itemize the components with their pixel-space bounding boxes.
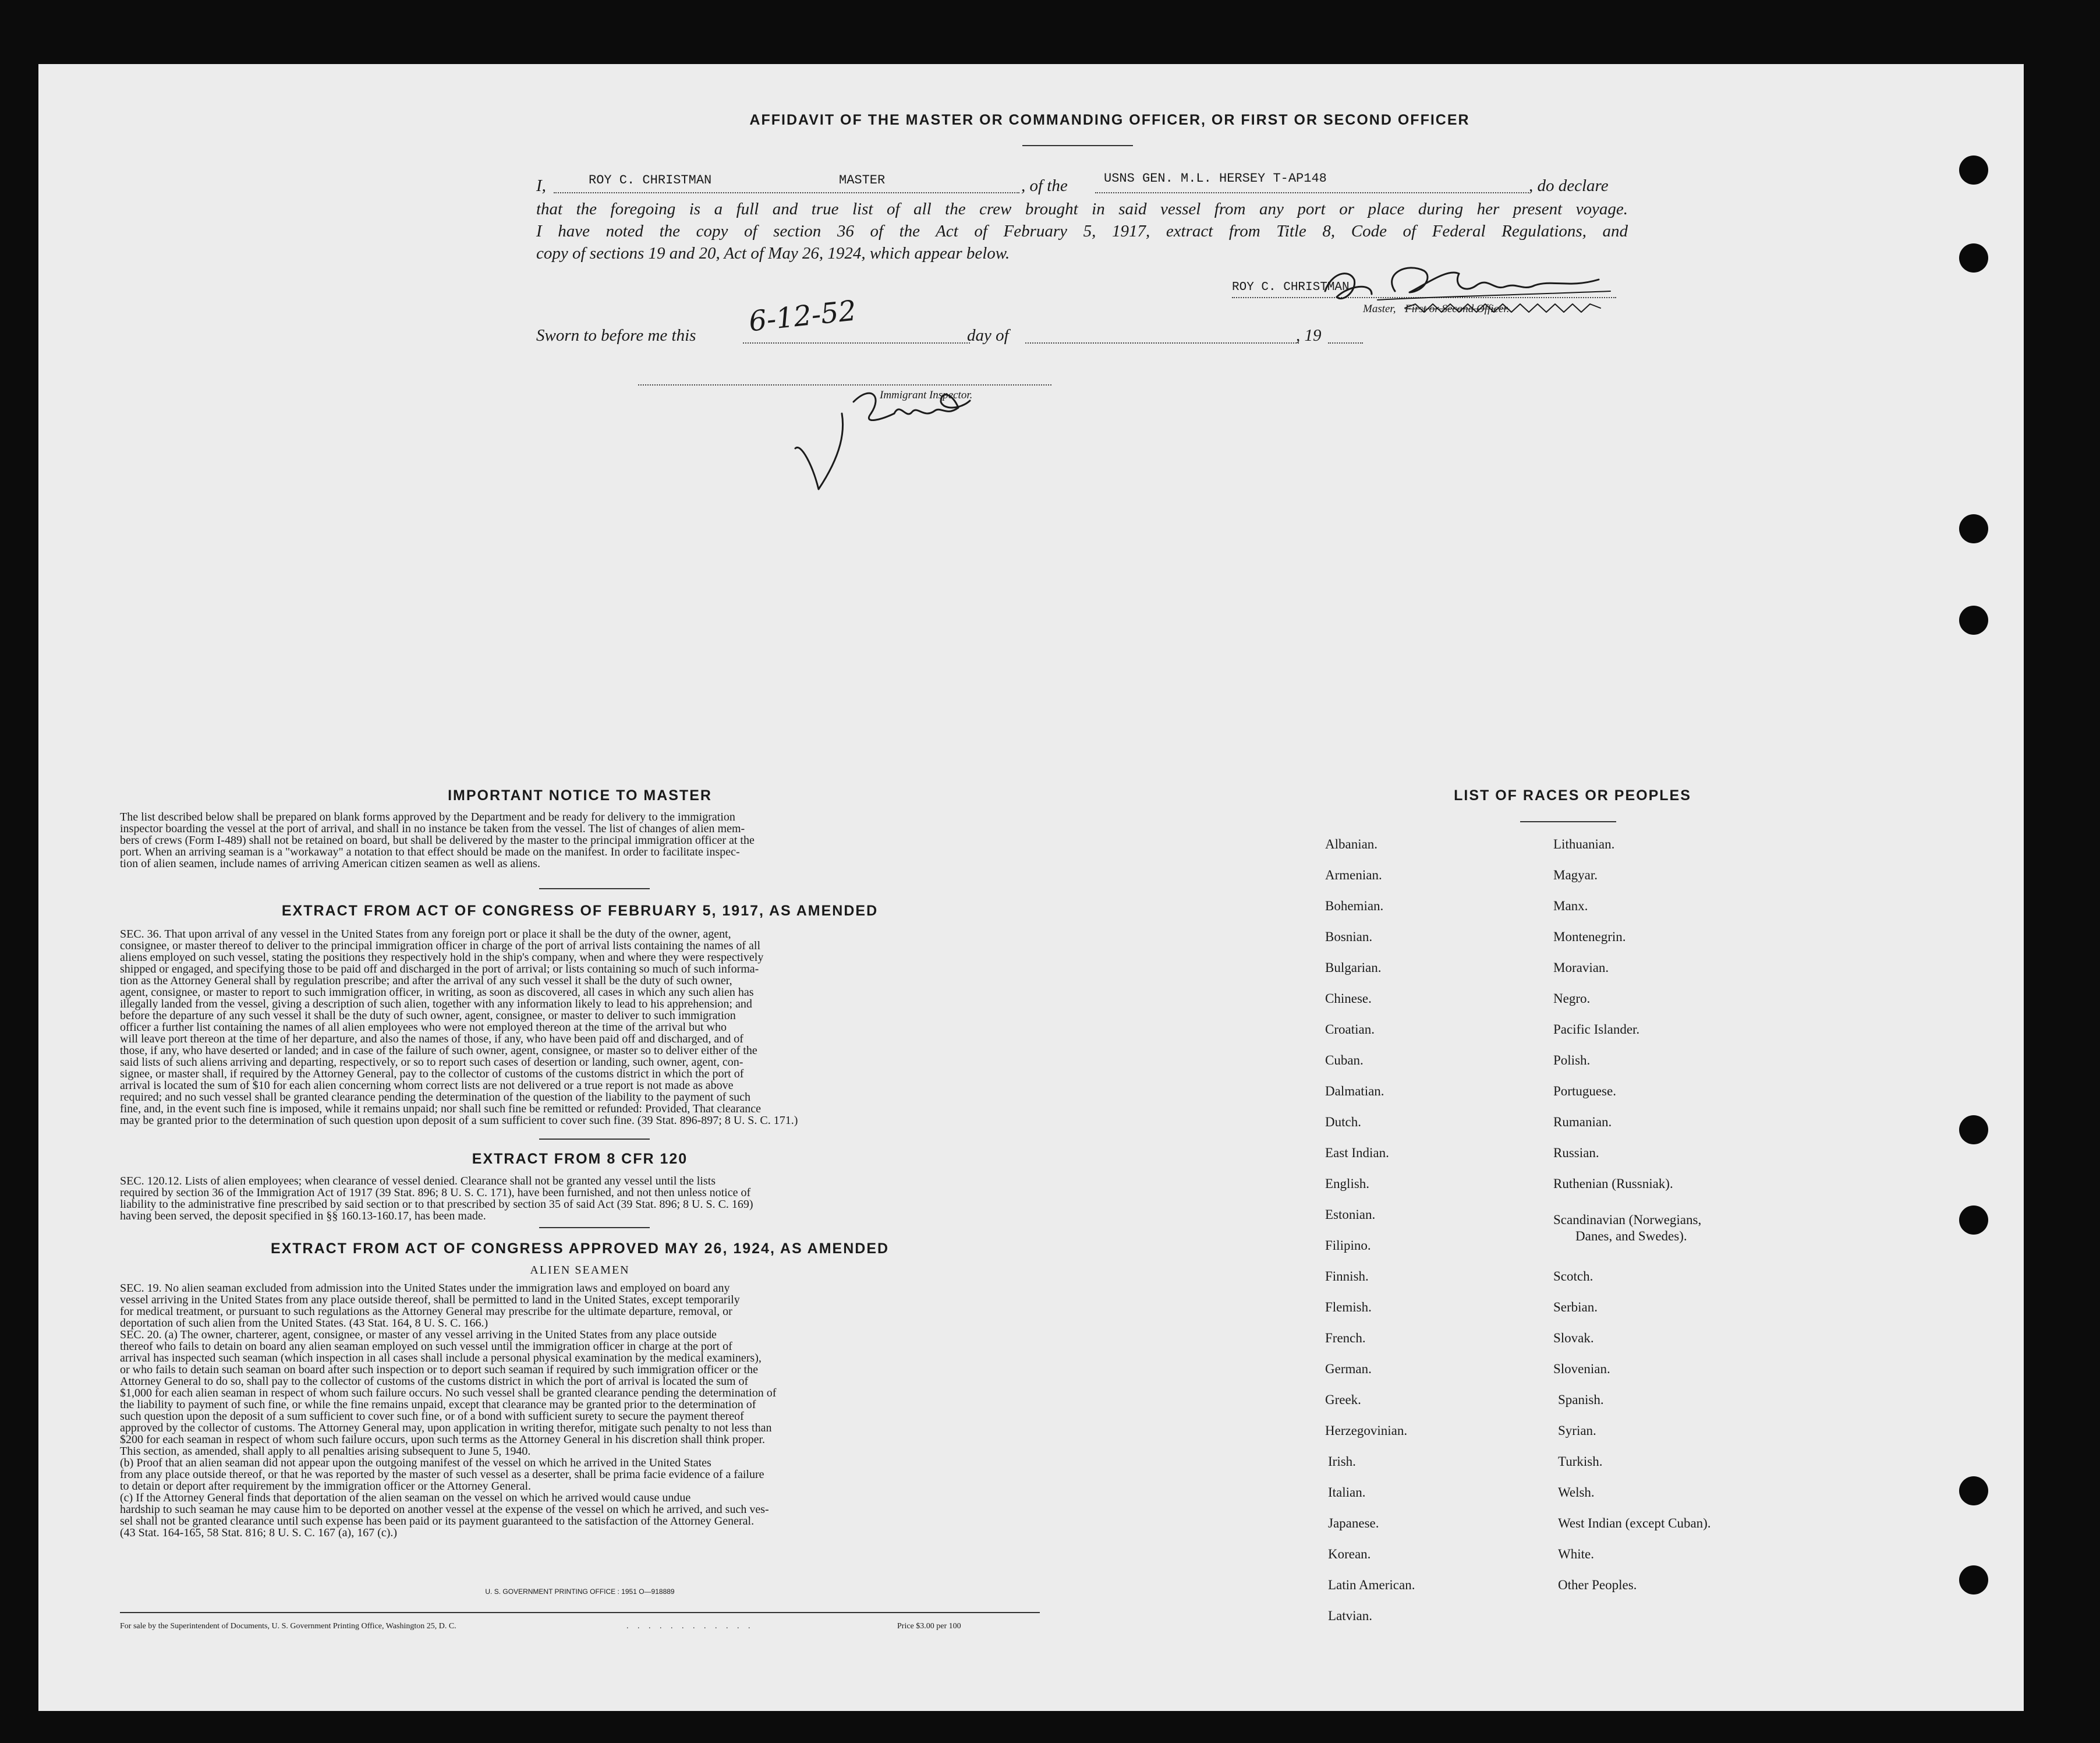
punch-hole: [1959, 514, 1988, 543]
vessel-name: USNS GEN. M.L. HERSEY T-AP148: [1104, 171, 1327, 186]
race-item: White.: [1558, 1547, 1594, 1561]
do-declare-text: , do declare: [1529, 176, 1609, 195]
race-item: Spanish.: [1558, 1392, 1604, 1407]
race-item: Greek.: [1325, 1392, 1361, 1407]
inspector-caption: Immigrant Inspector.: [880, 389, 973, 401]
sworn-date: 6-12-52: [747, 294, 858, 338]
master-rank: MASTER: [839, 173, 886, 188]
affidavit-line1-prefix: I,: [536, 176, 546, 195]
extract-cfr-title: EXTRACT FROM 8 CFR 120: [472, 1151, 688, 1167]
punch-hole: [1959, 243, 1988, 273]
race-item: Herzegovinian.: [1325, 1423, 1408, 1438]
strikeout-scribble: [1404, 299, 1602, 317]
race-item: Polish.: [1553, 1053, 1591, 1067]
race-item: Latvian.: [1328, 1608, 1372, 1623]
race-item: Magyar.: [1553, 868, 1598, 882]
race-item: English.: [1325, 1176, 1370, 1191]
race-item: Chinese.: [1325, 991, 1372, 1006]
section-rule: [539, 1227, 650, 1228]
race-item: Scandinavian (Norwegians,: [1553, 1212, 1702, 1227]
race-item: Syrian.: [1558, 1423, 1596, 1438]
race-item: Estonian.: [1325, 1207, 1376, 1222]
typed-signature: ROY C. CHRISTMAN: [1232, 281, 1350, 294]
race-item: Serbian.: [1553, 1300, 1598, 1314]
for-sale-notice: For sale by the Superintendent of Documents, U. S. Government Printing Office, Washington 25, D. C.: [120, 1622, 456, 1631]
notice-text: The list described below shall be prepared on blank forms approved by the Department and be ready for delivery to the immigration inspector boarding the vessel at the port of arrival, and shall in no instance be taken from the vessel. The list of changes of alien mem- bers of crews (Form I-489) shall not be retained on board, but shall be delivered by the master to the principal immigration officer at the port. When an arriving seaman is a "workaway" a notation to that effect should be made on the manifest. In order to facilitate inspec- tion of alien seamen, include names of arriving American citizen seamen as well as aliens.: [120, 811, 755, 870]
master-caption: Master,: [1363, 303, 1396, 315]
title-rule: [1022, 145, 1133, 146]
footer-leaders: . . . . . . . . . . . .: [626, 1622, 754, 1631]
document-page: [38, 64, 2024, 1711]
declaration-line3: I have noted the copy of section 36 of the Act of February 5, 1917, extract from Title 8, Code of Federal Regulations, and: [536, 222, 1628, 241]
race-item: French.: [1325, 1331, 1366, 1345]
master-name: ROY C. CHRISTMAN: [589, 173, 712, 188]
race-item: Filipino.: [1325, 1238, 1371, 1253]
race-item: Moravian.: [1553, 960, 1609, 975]
footer-rule: [120, 1612, 1040, 1613]
punch-hole: [1959, 606, 1988, 635]
of-the-text: , of the: [1021, 176, 1068, 195]
race-item: Dutch.: [1325, 1115, 1361, 1129]
race-item: Manx.: [1553, 899, 1588, 913]
race-item: Bosnian.: [1325, 929, 1373, 944]
race-item: Italian.: [1328, 1485, 1366, 1500]
race-item: Armenian.: [1325, 868, 1382, 882]
race-item: Irish.: [1328, 1454, 1356, 1469]
extract-1924-subtitle: ALIEN SEAMEN: [530, 1264, 630, 1277]
race-item: West Indian (except Cuban).: [1558, 1516, 1711, 1530]
year-dotted-line: [1328, 342, 1363, 344]
name-dotted-line: [554, 192, 1019, 193]
race-item: Flemish.: [1325, 1300, 1372, 1314]
year-prefix: , 19: [1296, 326, 1322, 345]
race-item: Dalmatian.: [1325, 1084, 1384, 1098]
race-item: Croatian.: [1325, 1022, 1375, 1037]
punch-hole: [1959, 1565, 1988, 1594]
race-item: Portuguese.: [1553, 1084, 1616, 1098]
extract-1917-title: EXTRACT FROM ACT OF CONGRESS OF FEBRUARY 5, 1917, AS AMENDED: [281, 903, 879, 919]
race-item: Bulgarian.: [1325, 960, 1382, 975]
race-item: Albanian.: [1325, 837, 1378, 851]
race-item: Latin American.: [1328, 1578, 1415, 1592]
section-rule: [539, 888, 650, 889]
month-dotted-line: [1025, 342, 1299, 344]
extract-1917-text: SEC. 36. That upon arrival of any vessel in the United States from any foreign port or place it shall be the duty of the owner, agent, consignee, or master thereof to deliver to the principal immigration officer in charge of the port of arrival lists containing the names of all aliens employed on such vessel, stating the positions they respectively hold in the ship's company, when and where they were respectively shipped or engaged, and specifying those to be paid off and discharged in the port of arrival; or lists containing so much of such informa- tion as the Attorney General shall by regulation prescribe; and after the arrival of any such vessel it shall be the duty of such owner, agent, consignee, or master to report to such immigration officer, in writing, as soon as discovered, all cases in which any such alien has illegally landed from the vessel, giving a description of such alien, together with any information likely to lead to his apprehension; and before the departure of any such vessel it shall be the duty of such owner, agent, consignee, or master to deliver to such immigration officer a further list containing the names of all alien employees who were not employed thereon at the time of the arrival but who will leave port thereon at the time of her departure, and also the names of those, if any, who have been paid off and discharged, and of those, if any, who have deserted or landed; and in case of the failure of such owner, agent, consignee, or master so to deliver either of the said lists of such aliens arriving and departing, respectively, or so to report such cases of desertion or landing, such owner, agent, con- signee, or master shall, if required by the Attorney General, pay to the collector of customs of the customs district in which the port of arrival is located the sum of $10 for each alien concerning whom correct lists are not delivered or a true report is not made as above required; and no such vessel shall be granted clearance pending the determination of the question of the liability to the payment of such fine, and, in the event such fine is imposed, while it remains unpaid; nor shall such fine be remitted or refunded: Provided, That clearance may be granted prior to the determination of such question upon deposit of a sum sufficient to cover such fine. (39 Stat. 896-897; 8 U. S. C. 171.): [120, 928, 798, 1127]
race-item: Ruthenian (Russniak).: [1553, 1176, 1673, 1191]
race-item: Cuban.: [1325, 1053, 1364, 1067]
races-title: LIST OF RACES OR PEOPLES: [1454, 787, 1691, 804]
race-item: Japanese.: [1328, 1516, 1379, 1530]
race-item: Rumanian.: [1553, 1115, 1612, 1129]
extract-1924-title: EXTRACT FROM ACT OF CONGRESS APPROVED MAY 26, 1924, AS AMENDED: [270, 1240, 890, 1257]
race-item: German.: [1325, 1362, 1372, 1376]
punch-hole: [1959, 1115, 1988, 1144]
declaration-line2: that the foregoing is a full and true list of all the crew brought in said vessel from any port or place during her present voyage.: [536, 200, 1628, 218]
extract-cfr-text: SEC. 120.12. Lists of alien employees; when clearance of vessel denied. Clearance shall not be granted any vessel until the lists required by section 36 of the Immigration Act of 1917 (39 Stat. 896; 8 U. S. C. 171), have been furnished, and not then unless notice of liability to the administrative fine prescribed by said section or to that prescribed by section 35 of said Act (39 Stat. 896; 8 U. S. C. 169) having been served, the deposit specified in §§ 160.13-160.17, has been made.: [120, 1175, 753, 1222]
day-of-text: day of: [967, 326, 1009, 345]
inspector-signature: [766, 332, 999, 495]
race-item: Other Peoples.: [1558, 1578, 1637, 1592]
race-item: Finnish.: [1325, 1269, 1369, 1284]
race-item: Lithuanian.: [1553, 837, 1615, 851]
vessel-dotted-line: [1095, 192, 1529, 193]
price-notice: Price $3.00 per 100: [897, 1622, 961, 1631]
sworn-prefix: Sworn to before me this: [536, 326, 696, 345]
race-item: East Indian.: [1325, 1145, 1389, 1160]
race-item: Pacific Islander.: [1553, 1022, 1640, 1037]
notice-title: IMPORTANT NOTICE TO MASTER: [448, 787, 712, 804]
races-rule: [1520, 821, 1616, 822]
race-item: Korean.: [1328, 1547, 1371, 1561]
printing-office-imprint: U. S. GOVERNMENT PRINTING OFFICE : 1951 O—918889: [485, 1588, 675, 1596]
race-item: Montenegrin.: [1553, 929, 1626, 944]
race-item: Russian.: [1553, 1145, 1599, 1160]
struck-caption: First or Second Officer.: [1405, 303, 1510, 315]
race-item: Welsh.: [1558, 1485, 1595, 1500]
punch-hole: [1959, 1205, 1988, 1235]
race-item: Slovenian.: [1553, 1362, 1610, 1376]
affidavit-title: AFFIDAVIT OF THE MASTER OR COMMANDING OFFICER, OR FIRST OR SECOND OFFICER: [749, 112, 1470, 128]
race-item: Turkish.: [1558, 1454, 1603, 1469]
race-item: Scotch.: [1553, 1269, 1593, 1284]
race-item: Bohemian.: [1325, 899, 1384, 913]
extract-1924-text: SEC. 19. No alien seaman excluded from admission into the United States under the immigration laws and employed on board any vessel arriving in the United States from any place outside thereof, shall be permitted to land in the United States, except temporarily for medical treatment, or pursuant to such regulations as the Attorney General may prescribe for the ultimate departure, removal, or deportation of such alien from the United States. (43 Stat. 164, 8 U. S. C. 166.) SEC. 20. (a) The owner, charterer, agent, consignee, or master of any vessel arriving in the United States from any place outside thereof who fails to detain on board any alien seaman employed on such vessel until the immigration officer in charge at the port of arrival has inspected such seaman (which inspection in all cases shall include a personal physical examination by the medical examiners), or who fails to detain such seaman on board after such inspection or to deport such seaman if required by such immigration officer or the Attorney General to do so, shall pay to the collector of customs of the customs district in which the port of arrival is located the sum of $1,000 for each alien seaman in respect of whom such failure occurs. No such vessel shall be granted clearance pending the determination of the liability to payment of such fine, or while the fine remains unpaid, except that clearance may be granted prior to the determination of such question upon the deposit of a sum sufficient to cover such fine, or of a bond with sufficient surety to secure the payment thereof approved by the collector of customs. The Attorney General may, upon application in writing therefor, mitigate such penalty to not less than $200 for each seaman in respect of whom such failure occurs, upon such terms as the Attorney General in his discretion shall think proper. This section, as amended, shall apply to all penalties arising subsequent to June 5, 1940. (b) Proof that an alien seaman did not appear upon the outgoing manifest of the vessel on which he arrived in the United States from any place outside thereof, or that he was reported by the master of such vessel as a deserter, shall be prima facie evidence of a failure to detain or deport after requirement by the immigration officer or the Attorney General. (c) If the Attorney General finds that deportation of the alien seaman on the vessel on which he arrived would cause undue hardship to such seaman he may cause him to be deported on another vessel at the expense of the vessel on which he arrived, and such ves- sel shall not be granted clearance until such expense has been paid or its payment guaranteed to the satisfaction of the Attorney General. (43 Stat. 164-165, 58 Stat. 816; 8 U. S. C. 167 (a), 167 (c).): [120, 1282, 777, 1539]
punch-hole: [1959, 1476, 1988, 1505]
punch-hole: [1959, 155, 1988, 185]
declaration-line4: copy of sections 19 and 20, Act of May 26, 1924, which appear below.: [536, 244, 1010, 263]
race-item: Danes, and Swedes).: [1575, 1229, 1687, 1243]
race-item: Negro.: [1553, 991, 1591, 1006]
section-rule: [539, 1139, 650, 1140]
race-item: Slovak.: [1553, 1331, 1594, 1345]
